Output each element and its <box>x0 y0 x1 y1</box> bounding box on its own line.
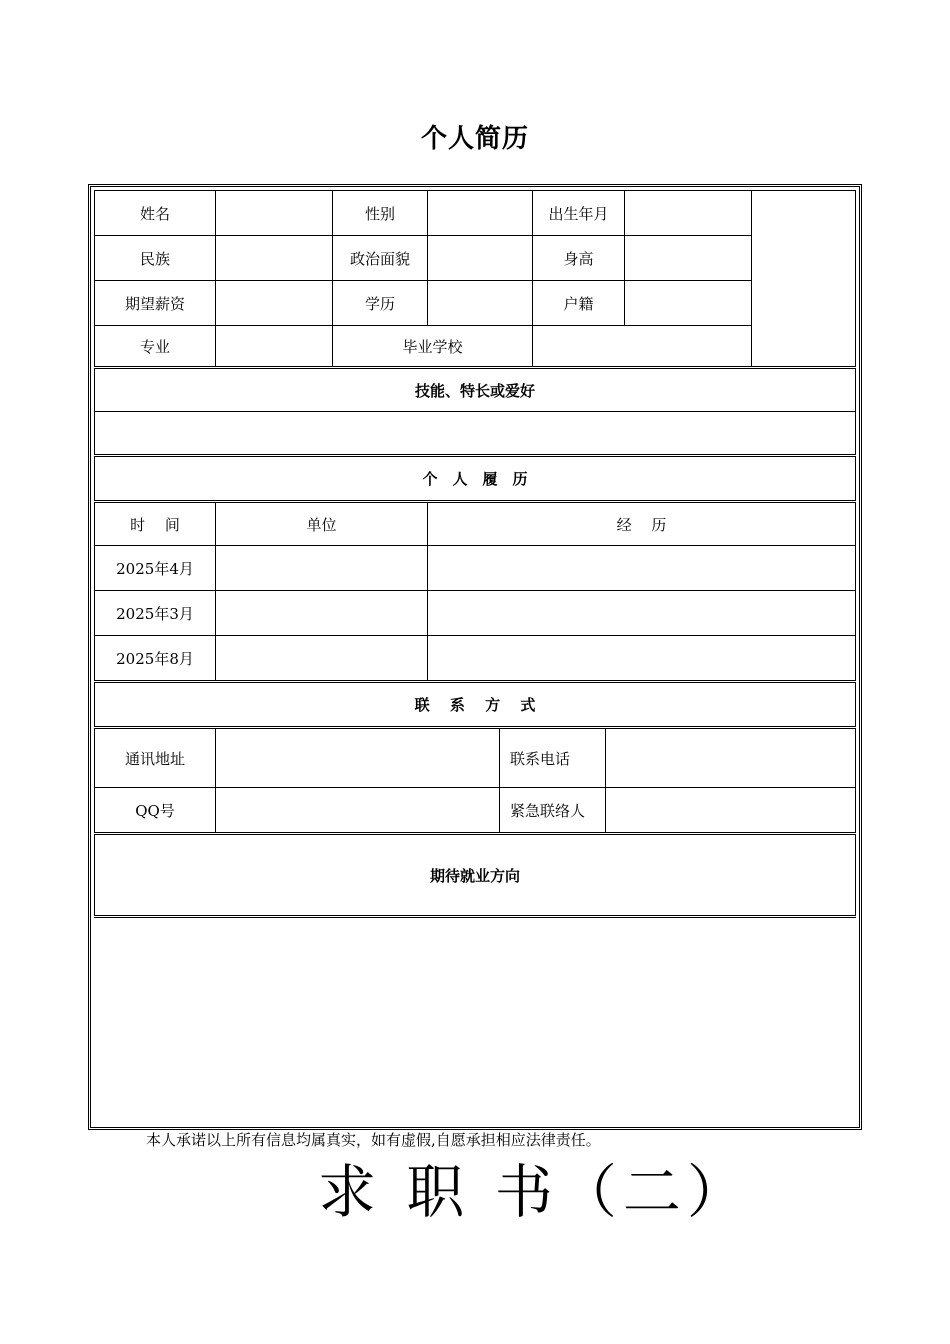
field-school[interactable] <box>532 325 752 367</box>
job-header: 期待就业方向 <box>94 834 856 916</box>
photo-box[interactable] <box>751 190 856 367</box>
history-unit-field[interactable] <box>215 545 428 591</box>
field-height[interactable] <box>624 235 752 281</box>
label-politics: 政治面貌 <box>332 235 428 281</box>
history-exp-field[interactable] <box>427 590 856 636</box>
label-education: 学历 <box>332 280 428 326</box>
field-education[interactable] <box>427 280 533 326</box>
label-height: 身高 <box>532 235 625 281</box>
field-ethnicity[interactable] <box>215 235 333 281</box>
field-name[interactable] <box>215 190 333 236</box>
history-unit-field[interactable] <box>215 590 428 636</box>
field-emergency[interactable] <box>605 787 856 833</box>
col-time: 时 间 <box>94 502 216 546</box>
resume-form <box>88 184 862 1130</box>
label-salary: 期望薪资 <box>94 280 216 326</box>
label-address: 通讯地址 <box>94 728 216 788</box>
label-school: 毕业学校 <box>332 325 533 367</box>
field-politics[interactable] <box>427 235 533 281</box>
field-salary[interactable] <box>215 280 333 326</box>
contact-header: 联 系 方 式 <box>94 682 856 727</box>
field-qq[interactable] <box>215 787 500 833</box>
skills-header: 技能、特长或爱好 <box>94 368 856 412</box>
job-field[interactable] <box>94 917 856 1124</box>
history-header: 个 人 履 历 <box>94 456 856 501</box>
label-emergency: 紧急联络人 <box>499 787 606 833</box>
label-hukou: 户籍 <box>532 280 625 326</box>
label-phone: 联系电话 <box>499 728 606 788</box>
label-qq: QQ号 <box>94 787 216 833</box>
label-birth: 出生年月 <box>532 190 625 236</box>
pledge-text: 本人承诺以上所有信息均属真实，如有虚假,自愿承担相应法律责任。 <box>146 1131 601 1149</box>
skills-field[interactable] <box>94 411 856 455</box>
history-date: 2025年3月 <box>94 590 216 636</box>
label-major: 专业 <box>94 325 216 367</box>
history-unit-field[interactable] <box>215 635 428 681</box>
field-phone[interactable] <box>605 728 856 788</box>
col-experience: 经 历 <box>427 502 856 546</box>
label-gender: 性别 <box>332 190 428 236</box>
subtitle: 求 职 书（二） <box>318 1158 751 1226</box>
page-title: 个人简历 <box>420 124 529 154</box>
label-ethnicity: 民族 <box>94 235 216 281</box>
field-hukou[interactable] <box>624 280 752 326</box>
history-date: 2025年4月 <box>94 545 216 591</box>
field-gender[interactable] <box>427 190 533 236</box>
history-date: 2025年8月 <box>94 635 216 681</box>
field-major[interactable] <box>215 325 333 367</box>
history-exp-field[interactable] <box>427 545 856 591</box>
history-exp-field[interactable] <box>427 635 856 681</box>
col-unit: 单位 <box>215 502 428 546</box>
field-birth[interactable] <box>624 190 752 236</box>
field-address[interactable] <box>215 728 500 788</box>
label-name: 姓名 <box>94 190 216 236</box>
